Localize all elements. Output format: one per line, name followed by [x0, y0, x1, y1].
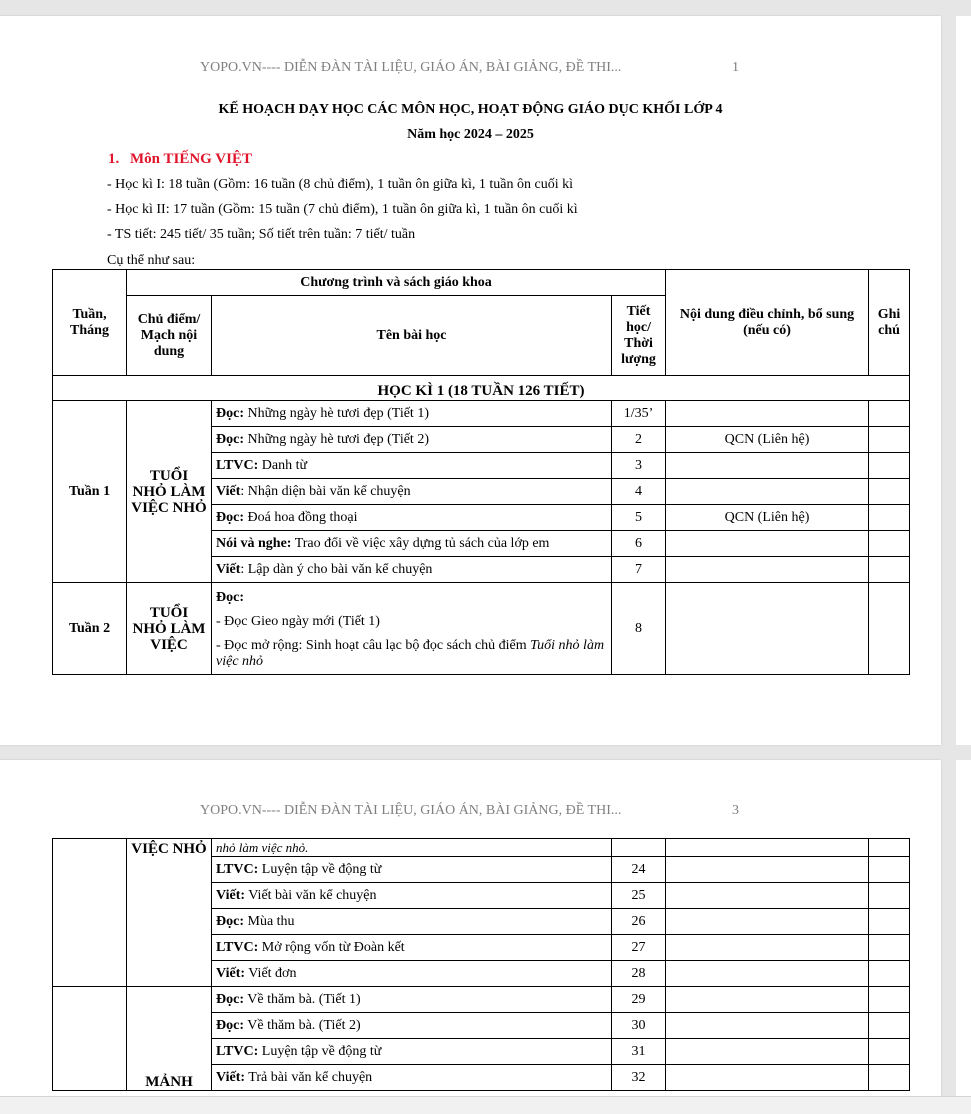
page-header [200, 803, 760, 819]
page-number: 3 [732, 803, 739, 818]
lesson-name: Luyện tập về động từ [258, 861, 382, 877]
table-row [53, 583, 910, 675]
lesson-cell [212, 479, 612, 505]
lesson-cell [212, 1039, 612, 1065]
header-topic: Chủ điểm/ Mạch nội dung [127, 296, 212, 376]
period-cell: 2 [612, 427, 666, 453]
week-label [53, 839, 127, 987]
lesson-cell [212, 935, 612, 961]
lesson-name: Viết bài văn kể chuyện [245, 887, 377, 903]
period-cell: 28 [612, 961, 666, 987]
lesson-cell [212, 401, 612, 427]
lesson-name: Mở rộng vốn từ Đoàn kết [258, 939, 405, 955]
period-cell [612, 839, 666, 857]
period-cell: 7 [612, 557, 666, 583]
lesson-kind: Đọc: [216, 1017, 244, 1033]
note-cell [869, 883, 910, 909]
lesson-name: Mùa thu [244, 913, 295, 929]
lesson-plan-table [52, 838, 910, 1091]
adjust-cell [666, 961, 869, 987]
semester-label: HỌC KÌ 1 (18 TUẦN 126 TIẾT) [53, 376, 910, 401]
page-header [200, 60, 760, 76]
lesson-cell [212, 1013, 612, 1039]
adjust-cell [666, 857, 869, 883]
adjust-cell: QCN (Liên hệ) [666, 505, 869, 531]
week-label: Tuần 2 [53, 583, 127, 675]
note-cell [869, 857, 910, 883]
topic-label: TUỔI NHỎ LÀM VIỆC [127, 583, 212, 675]
lesson-name: Về thăm bà. (Tiết 1) [244, 991, 361, 1007]
lesson-name: - Đọc Gieo ngày mới (Tiết 1) [216, 614, 380, 629]
topic-label: VIỆC NHỎ [127, 839, 212, 987]
lesson-cell [212, 961, 612, 987]
period-cell: 4 [612, 479, 666, 505]
period-cell: 30 [612, 1013, 666, 1039]
note-cell [869, 839, 910, 857]
period-cell: 32 [612, 1065, 666, 1091]
lesson-name: : Nhận diện bài văn kể chuyện [240, 483, 411, 499]
lesson-name: Luyện tập về động từ [258, 1043, 382, 1059]
lesson-cell [212, 531, 612, 557]
adjust-cell [666, 987, 869, 1013]
period-cell: 5 [612, 505, 666, 531]
lesson-name: : Lập dàn ý cho bài văn kể chuyện [240, 561, 433, 577]
lesson-name: Viết đơn [245, 965, 297, 981]
adjust-cell [666, 883, 869, 909]
table-row [53, 987, 910, 1013]
note-cell [869, 961, 910, 987]
section-title: Môn TIẾNG VIỆT [130, 151, 252, 167]
header-week: Tuần, Tháng [53, 270, 127, 376]
lesson-kind: Viết [216, 561, 241, 577]
lesson-kind: Viết [216, 483, 241, 499]
lesson-name: Những ngày hè tươi đẹp (Tiết 2) [244, 431, 429, 447]
lesson-kind: LTVC: [216, 457, 259, 473]
period-cell: 6 [612, 531, 666, 557]
adjust-cell: QCN (Liên hệ) [666, 427, 869, 453]
period-cell: 8 [612, 583, 666, 675]
lesson-cell [212, 557, 612, 583]
lesson-cell [212, 909, 612, 935]
section-heading [108, 151, 252, 168]
adjust-cell [666, 453, 869, 479]
header-period: Tiết học/ Thời lượng [612, 296, 666, 376]
period-cell: 1/35’ [612, 401, 666, 427]
lesson-kind: Đọc: [216, 431, 244, 447]
period-cell: 3 [612, 453, 666, 479]
next-page-edge [956, 760, 971, 1113]
note-cell [869, 401, 910, 427]
info-line: - Học kì I: 18 tuần (Gồm: 16 tuần (8 chủ điểm), 1 tuần ôn giữa kì, 1 tuần ôn cuối kì [107, 177, 573, 192]
section-number: 1. [108, 151, 120, 167]
note-cell [869, 1039, 910, 1065]
lesson-cell [212, 987, 612, 1013]
adjust-cell [666, 479, 869, 505]
period-cell: 31 [612, 1039, 666, 1065]
note-cell [869, 479, 910, 505]
header-adjust: Nội dung điều chỉnh, bổ sung (nếu có) [666, 270, 869, 376]
status-bar [0, 1096, 971, 1114]
lesson-kind: Viết: [216, 887, 246, 903]
info-line: - TS tiết: 245 tiết/ 35 tuần; Số tiết trên tuần: 7 tiết/ tuần [107, 227, 416, 242]
header-text: YOPO.VN---- DIỄN ĐÀN TÀI LIỆU, GIÁO ÁN, BÀI GIẢNG, ĐỀ THI... [200, 60, 622, 75]
lesson-kind: LTVC: [216, 939, 259, 955]
lesson-kind: Nói và nghe: [216, 535, 292, 551]
header-note: Ghi chú [869, 270, 910, 376]
lesson-cell [212, 505, 612, 531]
lesson-kind: Đọc: [216, 509, 244, 525]
note-cell [869, 935, 910, 961]
lesson-kind: Đọc: [216, 913, 244, 929]
week-label: Tuần 1 [53, 401, 127, 583]
note-cell [869, 505, 910, 531]
lesson-name: Những ngày hè tươi đẹp (Tiết 1) [244, 405, 429, 421]
lesson-name: Trao đổi về việc xây dựng tủ sách của lớp em [291, 535, 550, 551]
lesson-cell [212, 427, 612, 453]
note-cell [869, 583, 910, 675]
page-number: 1 [732, 60, 739, 75]
period-cell: 29 [612, 987, 666, 1013]
header-lesson: Tên bài học [212, 296, 612, 376]
lesson-name-italic: Tuổi nhỏ làm việc nhỏ [216, 638, 605, 669]
topic-label: MẢNH [127, 987, 212, 1091]
header-text: YOPO.VN---- DIỄN ĐÀN TÀI LIỆU, GIÁO ÁN, BÀI GIẢNG, ĐỀ THI... [200, 803, 622, 818]
info-line: Cụ thể như sau: [107, 253, 196, 268]
lesson-name: Đoá hoa đồng thoại [244, 509, 358, 525]
adjust-cell [666, 401, 869, 427]
period-cell: 25 [612, 883, 666, 909]
note-cell [869, 531, 910, 557]
lesson-kind: Viết: [216, 965, 246, 981]
document-page-3 [0, 760, 941, 1113]
note-cell [869, 987, 910, 1013]
lesson-kind: Đọc: [216, 590, 244, 605]
adjust-cell [666, 1039, 869, 1065]
lesson-cell [212, 583, 612, 675]
document-subtitle: Năm học 2024 – 2025 [407, 127, 534, 142]
adjust-cell [666, 583, 869, 675]
lesson-cell [212, 883, 612, 909]
note-cell [869, 1065, 910, 1091]
lesson-cell: nhỏ làm việc nhỏ. [212, 839, 612, 857]
semester-row [53, 376, 910, 401]
adjust-cell [666, 935, 869, 961]
lesson-name-plain: - Đọc mở rộng: Sinh hoạt câu lạc bộ đọc sách chủ điểm [216, 638, 531, 653]
period-cell: 24 [612, 857, 666, 883]
note-cell [869, 1013, 910, 1039]
lesson-kind: LTVC: [216, 861, 259, 877]
lesson-cell [212, 1065, 612, 1091]
lesson-name: Về thăm bà. (Tiết 2) [244, 1017, 361, 1033]
adjust-cell [666, 839, 869, 857]
adjust-cell [666, 1013, 869, 1039]
note-cell [869, 427, 910, 453]
document-page-1 [0, 16, 941, 745]
info-line: - Học kì II: 17 tuần (Gồm: 15 tuần (7 chủ điểm), 1 tuần ôn giữa kì, 1 tuần ôn cuối kì [107, 202, 578, 217]
lesson-cell [212, 453, 612, 479]
lesson-kind: Đọc: [216, 991, 244, 1007]
note-cell [869, 909, 910, 935]
next-page-edge [956, 16, 971, 745]
period-cell: 27 [612, 935, 666, 961]
adjust-cell [666, 557, 869, 583]
lesson-name: Trả bài văn kể chuyện [245, 1069, 373, 1085]
week-label [53, 987, 127, 1091]
adjust-cell [666, 531, 869, 557]
lesson-cell [212, 857, 612, 883]
adjust-cell [666, 909, 869, 935]
lesson-kind: LTVC: [216, 1043, 259, 1059]
document-title: KẾ HOẠCH DẠY HỌC CÁC MÔN HỌC, HOẠT ĐỘNG GIÁO DỤC KHỐI LỚP 4 [218, 102, 723, 117]
table-row [53, 401, 910, 427]
lesson-plan-table [52, 269, 910, 675]
lesson-name: Danh từ [258, 457, 308, 473]
lesson-kind: Đọc: [216, 405, 244, 421]
table-header-row [53, 270, 910, 296]
lesson-name [216, 638, 607, 670]
period-cell: 26 [612, 909, 666, 935]
table-row [53, 839, 910, 857]
header-program: Chương trình và sách giáo khoa [127, 270, 666, 296]
note-cell [869, 453, 910, 479]
adjust-cell [666, 1065, 869, 1091]
lesson-kind: Viết: [216, 1069, 246, 1085]
topic-label: TUỔI NHỎ LÀM VIỆC NHỎ [127, 401, 212, 583]
note-cell [869, 557, 910, 583]
